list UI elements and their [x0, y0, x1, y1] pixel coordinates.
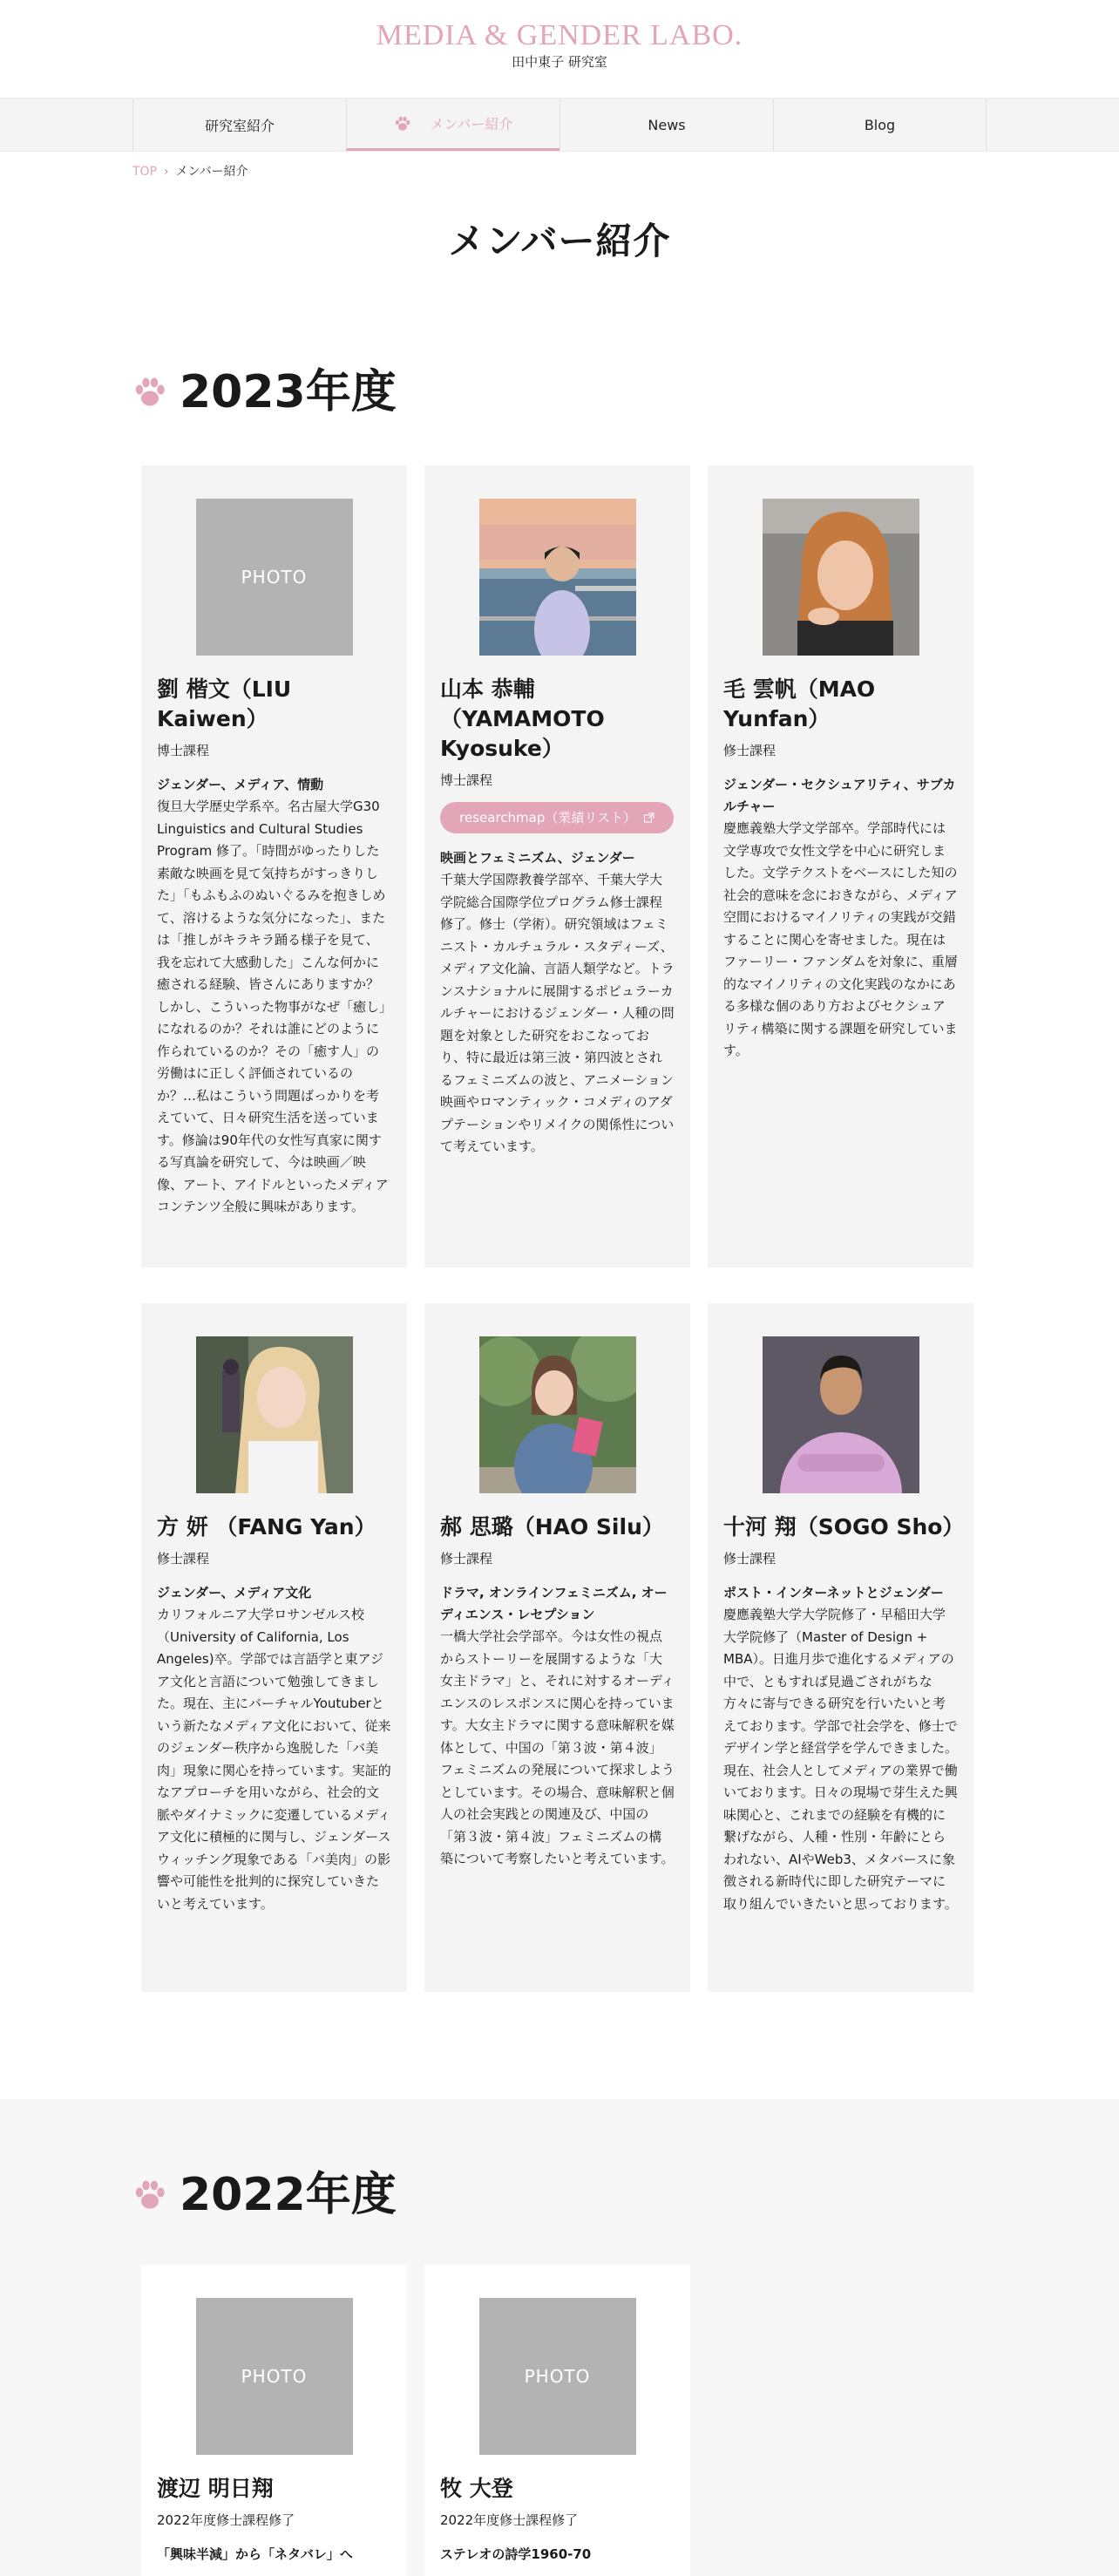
nav-item-label: Blog: [864, 116, 896, 133]
year-heading-2023: [132, 366, 397, 418]
member-name: 劉 楷文（LIU Kaiwen）: [157, 676, 292, 731]
member-bio: 復旦大学歴史学系卒。名古屋大学G30 Linguistics and Cultural Studies Program 修了。「時間がゆったりした素敵な映画を見て気持ちがすっきりした」「もふもふのぬいぐるみを抱きしめて、溶けるような気分になった」、または「推しがキラキラ踊る様子を見て、我を忘れて大感動した」こんな何かに癒される経験、皆さんにありますか？しかし、こういった物事がなぜ「癒し」になれるのか？それは誰にどのように作られているのか？その「癒す人」の労働はに正しく評価されているのか？…私はこういう問題ばっかりを考えていて、日々研究生活を送っています。修論は90年代の女性写真家に関する写真論を研究して、今は映画／映像、アート、アイドルといったメディアコンテンツ全般に興味があります。: [157, 799, 389, 1214]
site-logo[interactable]: MEDIA & GENDER LABO.: [376, 19, 743, 51]
nav-item-blog[interactable]: [773, 99, 987, 151]
member-degree: 2022年度修士課程修了: [440, 2512, 579, 2528]
member-photo: [479, 499, 636, 656]
year-heading-label: 2022年度: [180, 2169, 397, 2221]
member-bio: 慶應義塾大学大学院修了・早稲田大学大学院修了（Master of Design + MBA）。日進月歩で進化するメディアの中で、ともすれば見過ごされがちな方々に寄与できる研究を行いたいと考えております。学部で社会学を、修士でデザイン学と経営学を学んできました。現在、社会人としてメディアの業界で働いております。日々の現場で芽生えた興味関心と、これまでの経験を有機的に繋げながら、人種・性別・年齢にとらわれない、AIやWeb3、メタバースに象徴される新時代に即した研究テーマに取り組んでいきたいと思っております。: [723, 1607, 958, 1912]
member-name: 郝 思璐（HAO Silu）: [440, 1514, 664, 1539]
member-research-topic: ドラマ, オンラインフェミニズム, オーディエンス・レセプション: [440, 1585, 668, 1622]
year-heading-2022: [132, 2169, 397, 2221]
member-card: [141, 1303, 407, 1992]
member-research-topic: 「興味半減」から「ネタバレ」へ: [157, 2546, 353, 2562]
member-degree: 修士課程: [157, 1551, 210, 1567]
nav-item-lab[interactable]: [132, 99, 346, 151]
member-degree: 2022年度修士課程修了: [157, 2512, 295, 2528]
member-research-topic: ステレオの詩学1960-70: [440, 2546, 592, 2562]
member-name: 毛 雲帆（MAO Yunfan）: [723, 676, 876, 731]
photo-placeholder-label: PHOTO: [524, 2366, 591, 2387]
paw-icon: [394, 115, 411, 133]
nav-item-label: メンバー紹介: [430, 116, 513, 133]
member-name: 渡辺 明日翔: [157, 2476, 274, 2501]
member-card: [708, 466, 973, 1268]
breadcrumb-separator: ›: [164, 165, 169, 179]
member-card: [424, 2265, 690, 2576]
member-degree: 修士課程: [723, 1551, 777, 1567]
member-bio: 一橋大学社会学部卒。今は女性の視点からストーリーを展開するような「大女主ドラマ」と、それに対するオーディエンスのレスポンスに関心を持っています。大女主ドラマに関する意味解釈を媒体として、中国の「第３波・第４波」フェミニズムの発展について探求しようとしています。その場合、意味解釈と個人の社会実践との関連及び、中国の「第３波・第４波」フェミニズムの構築について考察したいと考えています。: [440, 1628, 675, 1866]
photo-placeholder-label: PHOTO: [241, 567, 308, 588]
member-bio: 千葉大学国際教養学部卒、千葉大学大学院総合国際学位プログラム修士課程修了。修士（学術）。研究領域はフェミニスト・カルチュラル・スタディーズ、メディア文化論、言語人類学など。トランスナショナルに展開するポピュラーカルチャーにおけるジェンダー・人種の問題を対象とした研究をおこなっており、特に最近は第三波・第四波とされるフェミニズムの波と、アニメーション映画やロマンティック・コメディのアダプテーションやリメイクの関係性について考えています。: [440, 872, 675, 1154]
member-name: 方 妍 （FANG Yan）: [157, 1514, 376, 1539]
member-card: [141, 2265, 407, 2576]
member-research-topic: ジェンダー、メディア文化: [157, 1585, 312, 1601]
member-card: [424, 1303, 690, 1992]
member-bio: 慶應義塾大学文学部卒。学部時代には文学専攻で女性文学を中心に研究しました。文学テクストをベースにした知の社会的意味を念におきながら、メディア空間におけるマイノリティの実践が交錯することに関心を寄せました。現在はファーリー・ファンダムを対象に、重層的なマイノリティの文化実践のなかにある多様な個のあり方およびセクシュアリティ構築に関する課題を研究しています。: [723, 820, 958, 1058]
member-photo-placeholder: [196, 499, 353, 656]
member-photo: [763, 499, 919, 656]
member-bio: カリフォルニア大学ロサンゼルス校（University of California, Los Angeles)卒。学部では言語学と東アジア文化と言語について勉強してきました。現在、主にバーチャルYoutuberという新たなメディア文化において、従来のジェンダー秩序から逸脱した「バ美肉」現象に関心を持っています。実証的なアプローチを用いながら、社会的文脈やダイナミックに変遷しているメディア文化に積極的に関与し、ジェンダースウィッチング現象である「バ美肉」の影響や可能性を批判的に探究していきたいと考えています。: [157, 1607, 391, 1912]
breadcrumb-current: メンバー紹介: [175, 165, 248, 179]
member-card: [141, 466, 407, 1268]
member-name: 十河 翔（SOGO Sho）: [723, 1514, 965, 1539]
paw-icon: [132, 2178, 167, 2212]
site-logo-subtitle: 田中東子 研究室: [512, 54, 607, 70]
member-photo: [196, 1336, 353, 1493]
member-card: [708, 1303, 973, 1992]
year-section-2022: [0, 2099, 1119, 2576]
external-link-icon: [644, 803, 654, 834]
nav-item-label: 研究室紹介: [204, 117, 275, 134]
member-research-topic: ジェンダー、メディア、情動: [157, 777, 324, 792]
member-degree: 修士課程: [723, 743, 777, 758]
member-card: [424, 466, 690, 1268]
site-header: [0, 0, 1119, 98]
member-degree: 博士課程: [440, 772, 493, 788]
member-research-topic: 映画とフェミニズム、ジェンダー: [440, 850, 635, 866]
breadcrumb: [132, 162, 248, 180]
year-heading-label: 2023年度: [180, 366, 397, 418]
member-degree: 修士課程: [440, 1551, 493, 1567]
member-name: 山本 恭輔（YAMAMOTO Kyosuke）: [440, 676, 605, 761]
member-name: 牧 大登: [440, 2476, 513, 2501]
member-degree: 博士課程: [157, 743, 210, 758]
member-photo-placeholder: [196, 2298, 353, 2455]
member-photo-placeholder: [479, 2298, 636, 2455]
nav-item-label: News: [648, 116, 686, 133]
researchmap-button-label: researchmap（業績リスト）: [459, 810, 637, 826]
member-research-topic: ジェンダー・セクシュアリティ、サブカルチャー: [723, 777, 956, 814]
page-title: メンバー紹介: [448, 220, 671, 262]
photo-placeholder-label: PHOTO: [241, 2366, 308, 2387]
global-nav: [0, 98, 1119, 152]
paw-icon: [132, 375, 167, 410]
nav-item-news[interactable]: [560, 99, 773, 151]
nav-item-members[interactable]: [346, 99, 560, 151]
member-photo: [763, 1336, 919, 1493]
researchmap-button[interactable]: [440, 802, 674, 833]
member-research-topic: ポスト・インターネットとジェンダー: [723, 1585, 944, 1601]
breadcrumb-top-link[interactable]: TOP: [132, 165, 158, 179]
member-photo: [479, 1336, 636, 1493]
